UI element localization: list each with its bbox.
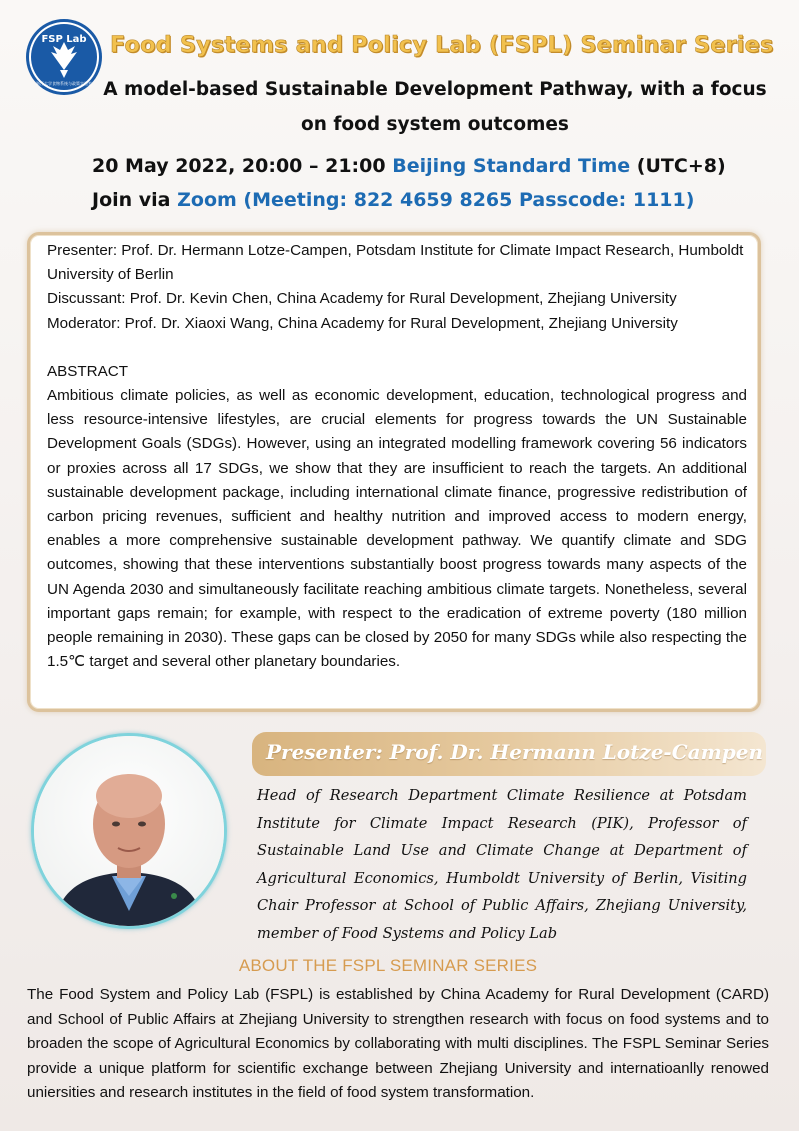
fspl-logo [29,22,99,92]
presenter-banner [252,732,766,776]
utc-offset: (UTC+8) [636,155,726,177]
presenter-photo [34,736,224,926]
moderator-line: Moderator: Prof. Dr. Xiaoxi Wang, China Academy for Rural Development, Zhejiang University [47,314,678,332]
abstract-box [27,232,761,712]
svg-text:浙江大学食物系统与政策实验室: 浙江大学食物系统与政策实验室 [36,81,92,86]
join-prefix: Join via [92,189,171,211]
timezone-label: Beijing Standard Time [392,155,631,177]
presenter-bio: Head of Research Department Climate Resilience at Potsdam Institute for Climate Impact Research (PIK), Professor of Sustainable Land Use and Climate Change at Department of Agricultural Economics, Humboldt University of Berlin, Visiting Chair Professor at School of Public Affairs, Zhejiang University, member of Food Systems and Policy Lab [257,787,747,942]
eagle-icon [29,22,99,92]
series-title: Food Systems and Policy Lab (FSPL) Seminar Series [110,32,774,58]
presenter-banner-text: Presenter: Prof. Dr. Hermann Lotze-Campen [266,740,764,764]
abstract-body: Ambitious climate policies, as well as economic development, education, technological progress and less resource-intensive lifestyles, are crucial elements for progress towards the UN Sustainable Development Goals (SDGs). However, using an integrated modelling framework covering 56 indicators or proxies across all 17 SDGs, we show that they are insufficient to reach the targets. An additional sustainable development package, including international climate finance, progressive redistribution of carbon pricing revenues, sufficient and healthy nutrition and improved access to modern energy, enables a more comprehensive sustainable development pathway. We quantify climate and SDG outcomes, showing that these interventions substantially boost progress towards many aspects of the UN Agenda 2030 and simultaneously facilitate reaching ambitious climate targets. Nonetheless, several important gaps remain; for example, with respect to the eradication of extreme poverty (180 million people remaining in 2030). These gaps can be closed by 2050 for many SDGs while also respecting the 1.5℃ target and several other planetary boundaries. [47,387,747,671]
talk-title: A model-based Sustainable Development Pathway, with a focus on food system outcomes [103,79,767,135]
about-heading: ABOUT THE FSPL SEMINAR SERIES [238,956,538,975]
presenter-portrait [31,733,227,929]
date-time: 20 May 2022, 20:00 – 21:00 [92,155,386,177]
abstract-heading: ABSTRACT [47,362,129,380]
join-line [92,189,694,211]
about-body: The Food System and Policy Lab (FSPL) is established by China Academy for Rural Development (CARD) and School of Public Affairs at Zhejiang University to strengthen research with focus on food systems and to broaden the scope of Agricultural Economics by collaborating with multi disciplines. The FSPL Seminar Series provide a unique platform for scientific exchange between Zhejiang University and internatioanlly renowed uniersities and research institutes in the field of food system transformation. [27,986,769,1101]
zoom-meeting-details[interactable]: Zoom (Meeting: 822 4659 8265 Passcode: 1111) [177,189,695,211]
presenter-line: Presenter: Prof. Dr. Hermann Lotze-Campen, Potsdam Institute for Climate Impact Research, Humboldt University of Berlin [47,242,744,284]
logo-text: FSP Lab [41,34,87,45]
date-time-line [92,155,726,177]
discussant-line: Discussant: Prof. Dr. Kevin Chen, China Academy for Rural Development, Zhejiang University [47,290,677,308]
abstract-box-content [47,239,747,674]
